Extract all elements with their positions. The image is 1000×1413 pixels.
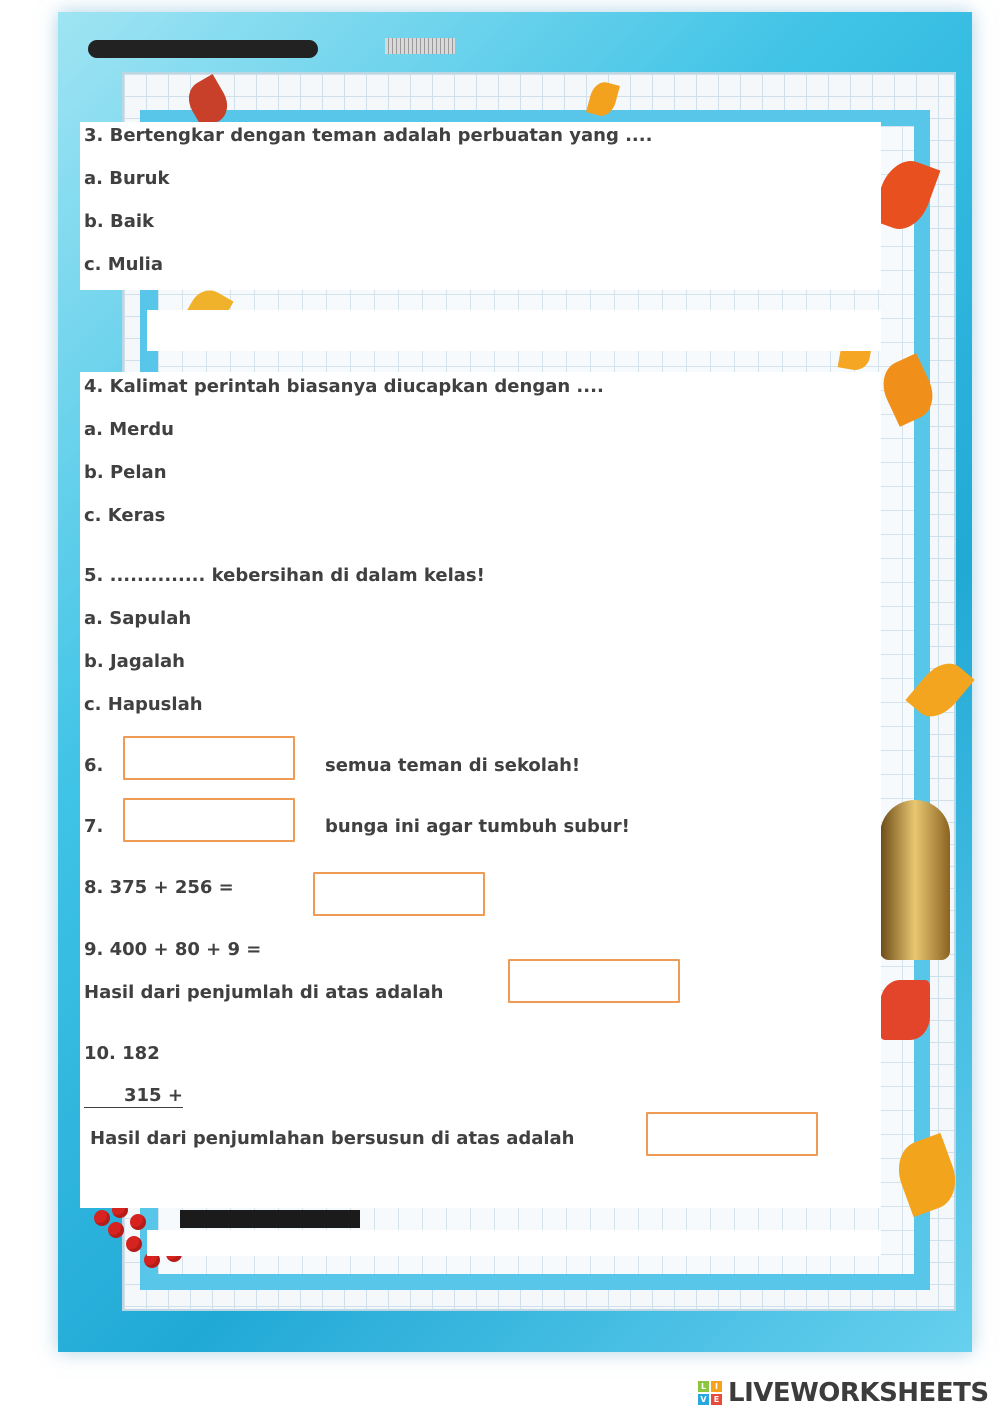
question-10-answer-input[interactable] (646, 1112, 818, 1156)
liveworksheets-logo (698, 1376, 989, 1410)
question-10-line2: 315 + (84, 1085, 183, 1108)
question-9-line2: Hasil dari penjumlah di atas adalah (84, 982, 444, 1003)
question-8-text: 8. 375 + 256 = (84, 877, 234, 898)
liveworksheets-brand-text: LIVEWORKSHEETS (728, 1378, 989, 1408)
school-bell-icon (880, 800, 950, 960)
question-6-number: 6. (84, 755, 104, 776)
ribbon-icon (880, 980, 930, 1040)
question-3-option-c: c. Mulia (84, 254, 163, 275)
question-5-option-b: b. Jagalah (84, 651, 185, 672)
question-9-answer-input[interactable] (508, 959, 680, 1003)
question-5-option-c: c. Hapuslah (84, 694, 203, 715)
question-7-number: 7. (84, 816, 104, 837)
question-7-answer-input[interactable] (123, 798, 295, 842)
white-strip (147, 310, 881, 351)
question-5-option-a: a. Sapulah (84, 608, 192, 629)
decorative-pen-icon (88, 40, 318, 58)
question-4-option-c: c. Keras (84, 505, 166, 526)
question-7-text: bunga ini agar tumbuh subur! (325, 816, 630, 837)
white-strip (147, 1230, 881, 1256)
question-5-text: 5. .............. kebersihan di dalam kelas! (84, 565, 485, 586)
question-panel-main (80, 372, 881, 1208)
decorative-ruler-icon (385, 38, 455, 54)
question-4-option-b: b. Pelan (84, 462, 167, 483)
question-3-option-a: a. Buruk (84, 168, 170, 189)
question-6-text: semua teman di sekolah! (325, 755, 581, 776)
question-3-text: 3. Bertengkar dengan teman adalah perbuatan yang .... (84, 125, 653, 146)
question-4-option-a: a. Merdu (84, 419, 174, 440)
question-8-answer-input[interactable] (313, 872, 485, 916)
question-6-answer-input[interactable] (123, 736, 295, 780)
question-10-line1: 10. 182 (84, 1043, 160, 1064)
liveworksheets-mark-icon: L I V E (698, 1381, 722, 1405)
question-10-line3: Hasil dari penjumlahan bersusun di atas adalah (90, 1128, 575, 1149)
question-panel-top (80, 122, 881, 290)
question-3-option-b: b. Baik (84, 211, 154, 232)
question-9-line1: 9. 400 + 80 + 9 = (84, 939, 262, 960)
question-4-text: 4. Kalimat perintah biasanya diucapkan dengan .... (84, 376, 604, 397)
